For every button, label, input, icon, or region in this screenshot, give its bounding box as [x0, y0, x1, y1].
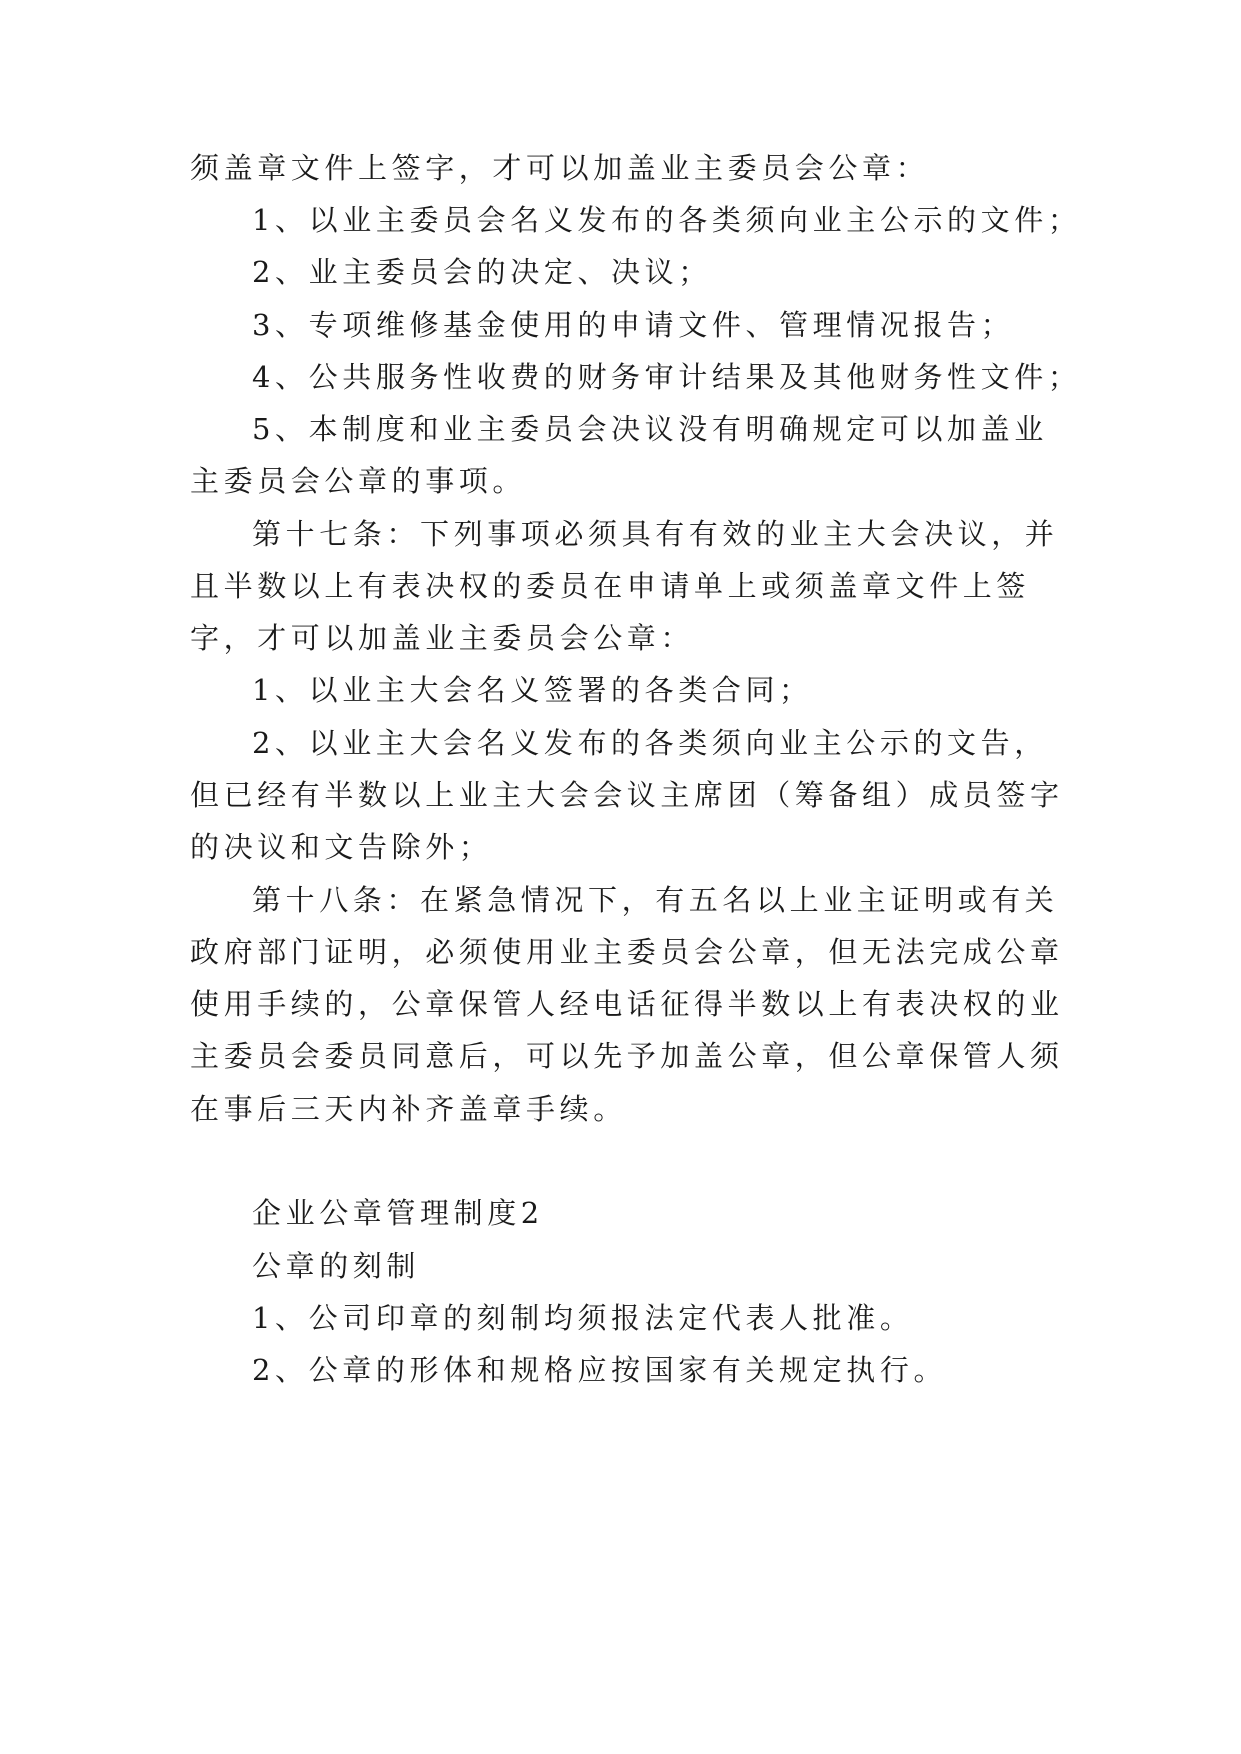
paragraph-line: 主委员会公章的事项。: [190, 464, 527, 498]
list-item: 1、以业主大会名义签署的各类合同；: [252, 673, 813, 707]
paragraph-line: 在事后三天内补齐盖章手续。: [190, 1092, 627, 1126]
article-18-line: 第十八条：在紧急情况下，有五名以上业主证明或有关: [252, 883, 1059, 917]
article-17-line: 第十七条：下列事项必须具有有效的业主大会决议，并: [252, 517, 1059, 551]
list-item: 3、专项维修基金使用的申请文件、管理情况报告；: [252, 308, 1015, 342]
paragraph-line: 的决议和文告除外；: [190, 830, 493, 864]
list-item: 2、业主委员会的决定、决议；: [252, 255, 712, 289]
list-item: 2、公章的形体和规格应按国家有关规定执行。: [252, 1353, 948, 1387]
paragraph-line: 须盖章文件上签字，才可以加盖业主委员会公章：: [190, 151, 930, 185]
list-item: 1、公司印章的刻制均须报法定代表人批准。: [252, 1301, 914, 1335]
paragraph-line: 政府部门证明，必须使用业主委员会公章，但无法完成公章: [190, 935, 1064, 969]
list-item: 4、公共服务性收费的财务审计结果及其他财务性文件；: [252, 360, 1082, 394]
list-item: 5、本制度和业主委员会决议没有明确规定可以加盖业: [252, 412, 1048, 446]
paragraph-line: 但已经有半数以上业主大会会议主席团（筹备组）成员签字: [190, 778, 1064, 812]
section-title: 企业公章管理制度2: [252, 1196, 544, 1230]
list-item: 2、以业主大会名义发布的各类须向业主公示的文告，: [252, 726, 1048, 760]
section-subtitle: 公章的刻制: [252, 1249, 421, 1283]
paragraph-line: 且半数以上有表决权的委员在申请单上或须盖章文件上签: [190, 569, 1031, 603]
list-item: 1、以业主委员会名义发布的各类须向业主公示的文件；: [252, 203, 1082, 237]
paragraph-line: 使用手续的，公章保管人经电话征得半数以上有表决权的业: [190, 987, 1064, 1021]
paragraph-line: 字，才可以加盖业主委员会公章：: [190, 621, 695, 655]
paragraph-line: 主委员会委员同意后，可以先予加盖公章，但公章保管人须: [190, 1039, 1064, 1073]
